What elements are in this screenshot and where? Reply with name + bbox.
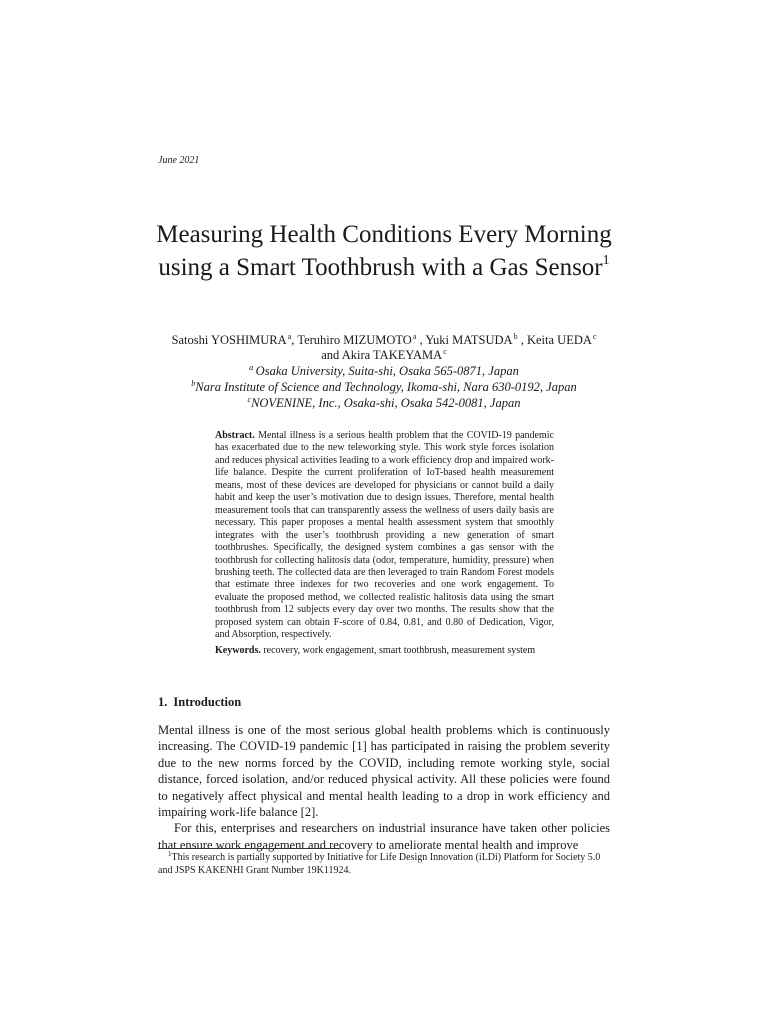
affiliation-list [140, 363, 628, 411]
author-name: Akira TAKEYAMA [341, 348, 443, 362]
author-list [140, 333, 628, 363]
author-name: Teruhiro MIZUMOTO [297, 333, 412, 347]
author-affiliation-mark: b [513, 332, 518, 341]
author-affiliation-mark: a [287, 332, 292, 341]
paper-title-text: Measuring Health Conditions Every Morning using a Smart Toothbrush with a Gas Sensor [156, 221, 612, 281]
author-separator: , [291, 333, 298, 347]
affiliation [140, 379, 628, 395]
paper-date: June 2021 [158, 155, 200, 166]
author-name: Satoshi YOSHIMURA [171, 333, 287, 347]
footnote [158, 851, 610, 877]
affiliation [140, 395, 628, 411]
affiliation-mark: c [247, 395, 252, 404]
footnote-divider [158, 848, 340, 849]
abstract [215, 430, 554, 642]
paper-title [140, 218, 628, 284]
author-separator: , [517, 333, 527, 347]
author-affiliation-mark: a [412, 332, 417, 341]
author-separator: and [321, 348, 342, 362]
author-affiliation-mark: c [443, 347, 447, 356]
affiliation-mark: b [191, 379, 196, 388]
footnote-mark: 1 [168, 850, 172, 858]
author-affiliation-mark: c [592, 332, 597, 341]
abstract-label: Abstract. [215, 430, 255, 441]
author-name: Yuki MATSUDA [425, 333, 513, 347]
author-name: Keita UEDA [526, 333, 592, 347]
section-number: 1. [158, 695, 168, 709]
keywords [215, 645, 555, 657]
abstract-text: Mental illness is a serious health problem that the COVID-19 pandemic has exacerbated due to the new teleworking style. This work style forces isolation and reduces physical activities leading to a work efficiency drop and impaired work-life balance. Despite the current proliferation of IoT-based health measurement means, most of these devices are developed for physicians or cannot build a daily habit and keep the user’s motivation due to design issues. Therefore, mental health measurement tools that can transparently assess the wellness of users daily basis are necessary. This paper proposes a mental health assessment system that smoothly integrates with the user’s toothbrush providing a new generation of smart toothbrushes. Specifically, the designed system combines a gas sensor with the toothbrush for collecting halitosis data (odor, temperature, humidity, pressure) when brushing teeth. The collected data are then leveraged to train Random Forest models that estimate three indexes for two recoveries and one work engagement. To evaluate the proposed method, we collected realistic halitosis data using the smart toothbrush from 12 subjects every day over two months. The results show that the proposed system can obtain F-score of 0.84, 0.81, and 0.80 of Dedication, Vigor, and Absorption, respectively. [215, 430, 554, 641]
affiliation-mark: a [249, 363, 254, 372]
affiliation-text: Osaka University, Suita-shi, Osaka 565-0871, Japan [255, 364, 519, 378]
section-heading-introduction [158, 695, 241, 710]
keywords-text: recovery, work engagement, smart toothbrush, measurement system [263, 645, 536, 656]
footnote-text: This research is partially supported by Initiative for Life Design Innovation (iLDi) Platform for Society 5.0 and JSPS KAKENHI Grant Number 19K11924. [158, 852, 601, 876]
keywords-label: Keywords. [215, 645, 261, 656]
section-title: Introduction [173, 695, 242, 709]
title-footnote-mark: 1 [602, 253, 610, 268]
section-body [158, 722, 610, 853]
affiliation-text: Nara Institute of Science and Technology, Ikoma-shi, Nara 630-0192, Japan [195, 380, 577, 394]
affiliation-text: NOVENINE, Inc., Osaka-shi, Osaka 542-0081, Japan [251, 396, 521, 410]
body-paragraph: For this, enterprises and researchers on industrial insurance have taken other policies that ensure work engagement and recovery to ameliorate mental health and improve [158, 821, 610, 852]
affiliation [140, 363, 628, 379]
author-separator: , [416, 333, 426, 347]
body-paragraph: Mental illness is one of the most serious global health problems which is continuously increasing. The COVID-19 pandemic [1] has participated in raising the problem severity due to the new norms forced by the COVID, including remote working style, social distance, forced isolation, and/or reduced physical activity. All these policies were found to negatively affect physical and mental health leading to a drop in work efficiency and impairing work-life balance [2]. [158, 723, 610, 820]
